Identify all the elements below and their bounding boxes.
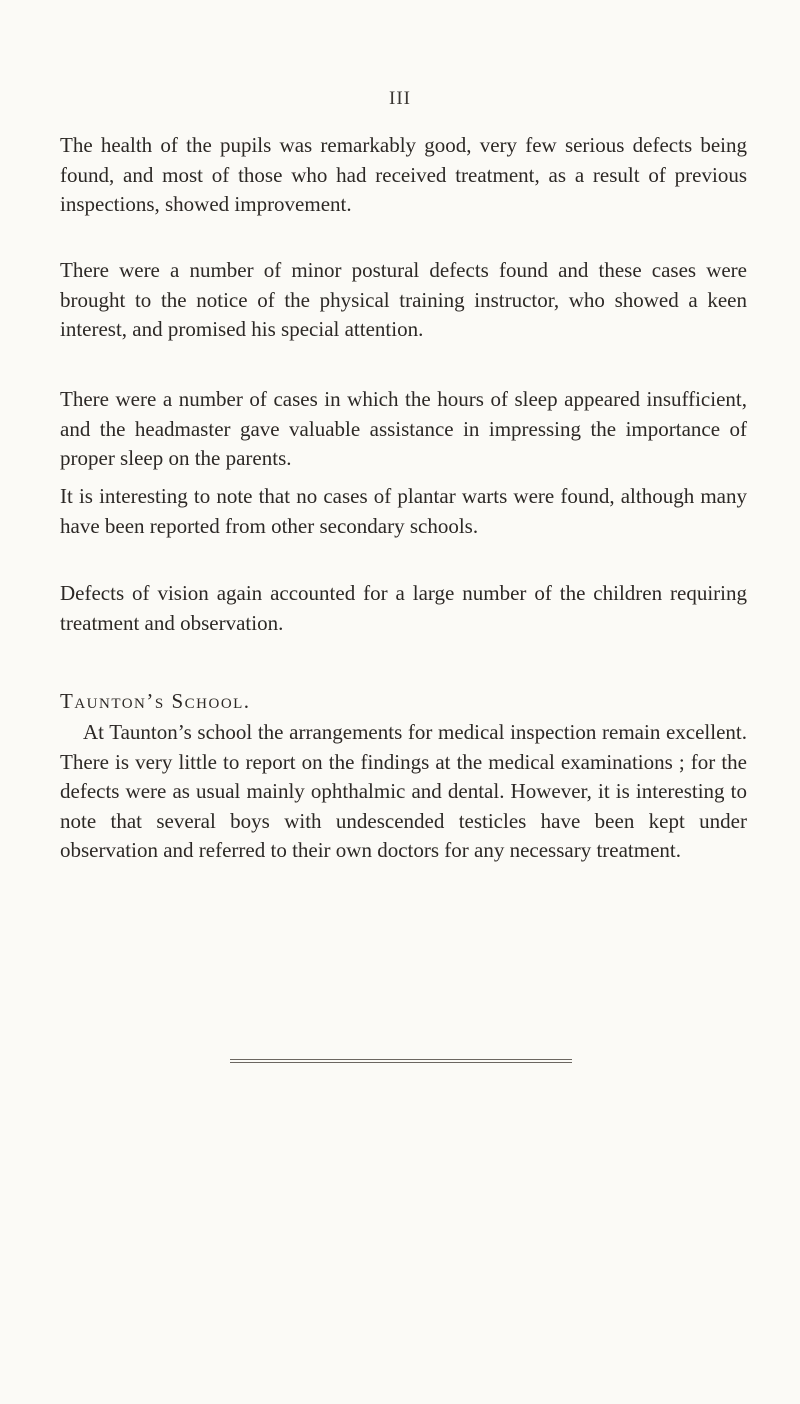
- paragraph-tauntons-school: At Taunton’s school the arrangements for medical inspection remain excellent. There is very little to report on the findings at the medical examinations ; for the defects were as usual mainly ophthalmic and dental. However, it is interesting to note that several boys with undescended testicles have been kept under observation and referred to their own doctors for any necessary treatment.: [60, 720, 747, 862]
- section-heading-tauntons-school: Taunton’s School.: [60, 689, 251, 713]
- paragraph-plantar-warts: It is interesting to note that no cases of plantar warts were found, although many have been reported from other secondary schools.: [60, 484, 747, 538]
- paragraph-postural-defects: There were a number of minor postural defects found and these cases were brought to the notice of the physical training instructor, who showed a keen interest, and promised his special attention.: [60, 258, 747, 341]
- paragraph-vision-defects: Defects of vision again accounted for a large number of the children requiring treatment and observation.: [60, 581, 747, 635]
- paragraph-sleep: There were a number of cases in which the hours of sleep appeared insufficient, and the headmaster gave valuable assistance in impressing the importance of proper sleep on the parents.: [60, 387, 747, 470]
- double-rule-divider: [230, 1059, 572, 1064]
- paragraph-pupil-health: The health of the pupils was remarkably good, very few serious defects being found, and most of those who had received treatment, as a result of previous inspections, showed improvement.: [60, 133, 747, 216]
- page-number: III: [389, 88, 411, 109]
